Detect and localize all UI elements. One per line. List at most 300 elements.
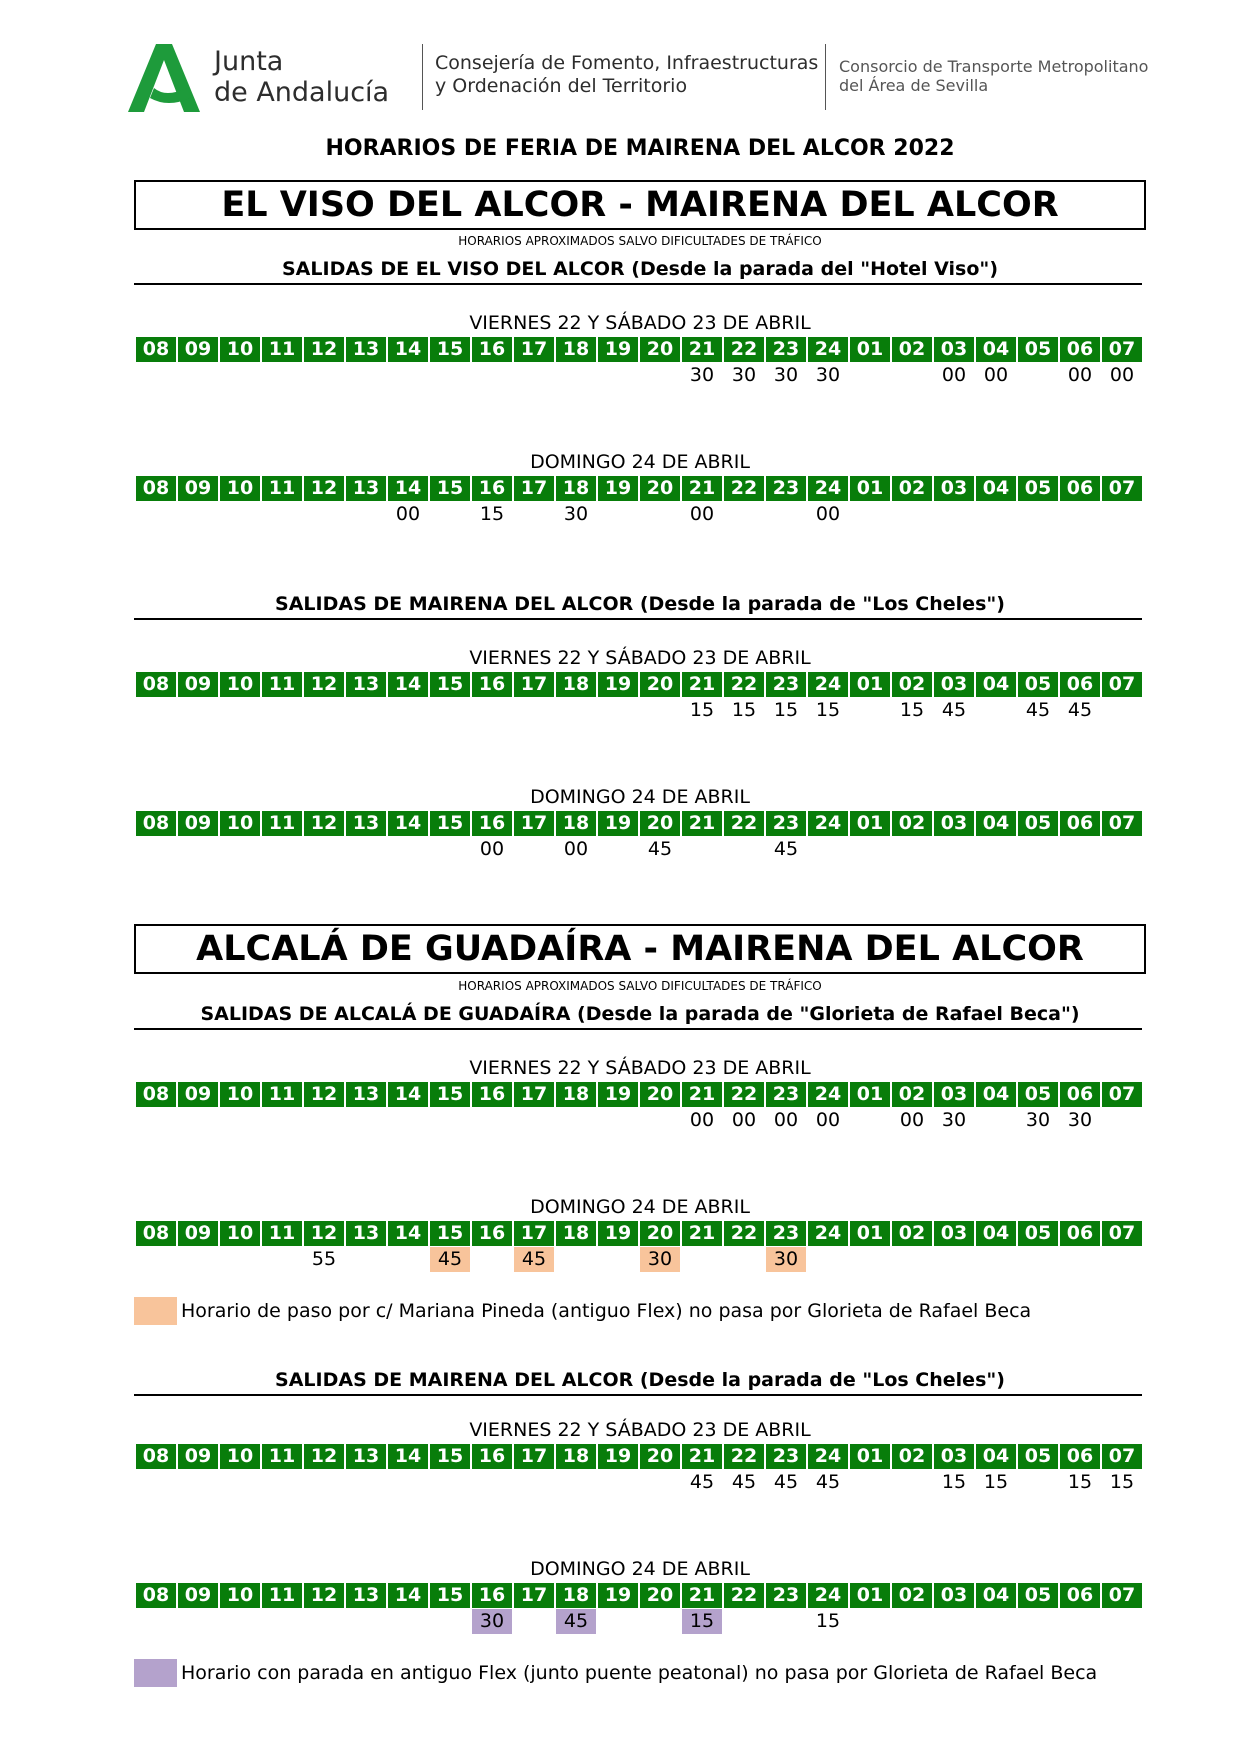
departure-minute [136,698,176,723]
hour-cell: 05 [1018,672,1058,697]
departure-minute: 45 [941,699,967,721]
hour-cell: 22 [724,1082,764,1107]
departure-minute [934,502,974,527]
departure-minute [346,837,386,862]
hour-cell: 01 [850,1082,890,1107]
day-label: DOMINGO 24 DE ABRIL [530,451,750,473]
departure-minute: 00 [815,503,841,525]
hour-cell: 10 [220,811,260,836]
hour-cell: 06 [1060,1444,1100,1469]
departure-minute [682,1247,722,1272]
hour-cell: 02 [892,811,932,836]
hour-cell: 18 [556,476,596,501]
hour-cell: 06 [1060,1583,1100,1608]
brand-line-1: Junta [214,46,284,77]
consorcio-name [839,57,1148,95]
departure-minute [556,698,596,723]
hour-cell: 23 [766,672,806,697]
departure-minute [640,1609,680,1634]
hour-cell: 07 [1102,476,1142,501]
departure-minute [514,1470,554,1495]
hour-cell: 23 [766,476,806,501]
departure-minute: 00 [395,503,421,525]
departure-minute [346,502,386,527]
departure-minute: 15 [1109,1471,1135,1493]
departure-minute [346,1609,386,1634]
day-label: DOMINGO 24 DE ABRIL [530,1196,750,1218]
hour-cell: 04 [976,1221,1016,1246]
departure-minute [304,1609,344,1634]
hour-cell: 11 [262,476,302,501]
departure-minute [1102,1247,1142,1272]
departure-minute: 30 [731,364,757,386]
hour-cell: 22 [724,1221,764,1246]
hour-cell: 03 [934,476,974,501]
departure-minute [724,837,764,862]
departure-minute [934,837,974,862]
hour-cell: 09 [178,1583,218,1608]
departure-minute [850,1108,890,1133]
hour-cell: 02 [892,337,932,362]
departure-minute [1018,502,1058,527]
hour-cell: 17 [514,476,554,501]
departure-minute: 45 [430,1247,470,1272]
hour-cell: 11 [262,1221,302,1246]
departure-minute [220,502,260,527]
hour-cell: 07 [1102,1583,1142,1608]
hour-cell: 16 [472,672,512,697]
departure-minute [850,1470,890,1495]
departure-minute [892,502,932,527]
departure-minute: 45 [647,838,673,860]
hour-cell: 05 [1018,476,1058,501]
departure-minute: 30 [766,1247,806,1272]
hour-cell: 07 [1102,1221,1142,1246]
departure-minute [1102,837,1142,862]
hour-cell: 16 [472,1444,512,1469]
hour-cell: 24 [808,1583,848,1608]
departure-minute [178,1609,218,1634]
hour-cell: 02 [892,1583,932,1608]
hour-cell: 01 [850,1444,890,1469]
hour-cell: 15 [430,1444,470,1469]
hour-cell: 19 [598,1221,638,1246]
departure-minute [346,698,386,723]
hour-cell: 05 [1018,811,1058,836]
hour-cell: 17 [514,1082,554,1107]
hour-cell: 03 [934,672,974,697]
departure-minute [598,1247,638,1272]
departure-minute [892,1247,932,1272]
hour-cell: 01 [850,672,890,697]
hour-cell: 24 [808,672,848,697]
hour-cell: 11 [262,811,302,836]
hour-cell: 10 [220,337,260,362]
hour-cell: 20 [640,1583,680,1608]
departure-minute: 00 [941,364,967,386]
departure-minute [934,1609,974,1634]
hour-cell: 08 [136,337,176,362]
departure-minute [640,1108,680,1133]
hour-cell: 03 [934,1583,974,1608]
departures-heading: SALIDAS DE MAIRENA DEL ALCOR (Desde la parada de "Los Cheles") [275,1369,1005,1391]
departure-minute [388,1609,428,1634]
hour-cell: 11 [262,1583,302,1608]
departure-minute [514,363,554,388]
hour-cell: 20 [640,337,680,362]
hour-cell: 20 [640,672,680,697]
day-label: DOMINGO 24 DE ABRIL [530,786,750,808]
departure-minute [178,698,218,723]
departure-minute [934,1247,974,1272]
hour-cell: 14 [388,1221,428,1246]
hour-cell: 05 [1018,337,1058,362]
hour-cell: 05 [1018,1444,1058,1469]
hour-cell: 23 [766,1221,806,1246]
hour-cell: 24 [808,476,848,501]
hour-cell: 07 [1102,1444,1142,1469]
departure-minute [976,1247,1016,1272]
hour-cell: 08 [136,476,176,501]
hour-cell: 18 [556,1082,596,1107]
hour-cell: 02 [892,1082,932,1107]
hour-cell: 21 [682,811,722,836]
departure-times-row [136,837,1142,862]
departure-minute: 15 [479,503,505,525]
day-label: VIERNES 22 Y SÁBADO 23 DE ABRIL [469,647,811,669]
hour-cell: 15 [430,1583,470,1608]
hour-cell: 13 [346,1444,386,1469]
hour-cell: 04 [976,476,1016,501]
hour-cell: 04 [976,1583,1016,1608]
departure-minute [892,1470,932,1495]
legend-text: Horario con parada en antiguo Flex (junto puente peatonal) no pasa por Glorieta de Rafael Beca [181,1662,1098,1684]
departure-minute [304,837,344,862]
traffic-note: HORARIOS APROXIMADOS SALVO DIFICULTADES DE TRÁFICO [458,234,822,248]
departure-minute [598,1470,638,1495]
hour-cell: 13 [346,1583,386,1608]
hour-cell: 20 [640,476,680,501]
header-divider [422,44,423,110]
departure-minute [262,837,302,862]
hour-cell: 08 [136,1221,176,1246]
hour-cell: 18 [556,1221,596,1246]
departure-minute [136,837,176,862]
legend-swatch [134,1659,177,1687]
departure-minute: 45 [1067,699,1093,721]
departure-minute [388,1247,428,1272]
hour-cell: 23 [766,1583,806,1608]
departure-minute [262,1108,302,1133]
hour-cell: 14 [388,1583,428,1608]
departure-minute [682,837,722,862]
section-divider [134,618,1142,620]
departure-minute [346,1470,386,1495]
hour-cell: 08 [136,672,176,697]
departure-minute [892,363,932,388]
hour-cell: 12 [304,1583,344,1608]
departure-minute [640,1470,680,1495]
hour-cell: 15 [430,811,470,836]
departure-minute [850,502,890,527]
departure-minute [136,502,176,527]
departure-minute [262,698,302,723]
hour-cell: 20 [640,811,680,836]
departure-minute: 15 [682,1609,722,1634]
hour-cell: 14 [388,1082,428,1107]
day-label: DOMINGO 24 DE ABRIL [530,1558,750,1580]
hour-cell: 10 [220,1444,260,1469]
departure-minute [892,837,932,862]
hour-cell: 19 [598,337,638,362]
hour-cell: 02 [892,1221,932,1246]
departure-minute [388,363,428,388]
hour-cell: 03 [934,337,974,362]
departure-minute: 30 [773,364,799,386]
hour-cell: 24 [808,1221,848,1246]
page-title: HORARIOS DE FERIA DE MAIRENA DEL ALCOR 2022 [325,136,955,161]
hour-cell: 04 [976,337,1016,362]
hour-cell: 24 [808,811,848,836]
hour-cell: 23 [766,811,806,836]
hour-cell: 12 [304,476,344,501]
departure-minute [262,1470,302,1495]
departure-minute [178,1108,218,1133]
departure-minute [766,1609,806,1634]
route-title: EL VISO DEL ALCOR - MAIRENA DEL ALCOR [134,180,1146,230]
consejeria-line-1: Consejería de Fomento, Infraestructuras [435,52,819,74]
departure-minute [388,837,428,862]
hour-cell: 20 [640,1082,680,1107]
departure-minute: 45 [556,1609,596,1634]
departure-minute [1018,1609,1058,1634]
departure-minute: 15 [815,699,841,721]
departure-minute [514,1108,554,1133]
hour-cell: 01 [850,811,890,836]
departure-minute [220,1470,260,1495]
hour-cell: 09 [178,476,218,501]
hour-header-row [136,337,1142,362]
hour-cell: 04 [976,1082,1016,1107]
departure-minute [640,502,680,527]
hour-header-row [136,1221,1142,1246]
hour-cell: 01 [850,476,890,501]
departure-minute [178,1470,218,1495]
hour-cell: 17 [514,1221,554,1246]
departure-minute: 00 [899,1109,925,1131]
hour-cell: 21 [682,672,722,697]
departure-minute [1060,1247,1100,1272]
hour-cell: 18 [556,811,596,836]
departure-minute: 00 [983,364,1009,386]
hour-cell: 06 [1060,1221,1100,1246]
hour-cell: 05 [1018,1583,1058,1608]
hour-cell: 06 [1060,337,1100,362]
departure-minute: 00 [731,1109,757,1131]
departure-minute [556,1470,596,1495]
departure-minute: 00 [689,503,715,525]
departure-minute: 15 [731,699,757,721]
hour-cell: 16 [472,476,512,501]
hour-cell: 14 [388,337,428,362]
hour-header-row [136,672,1142,697]
departure-minute: 30 [1025,1109,1051,1131]
departure-minute [640,363,680,388]
hour-cell: 16 [472,337,512,362]
hour-cell: 22 [724,1583,764,1608]
day-label: VIERNES 22 Y SÁBADO 23 DE ABRIL [469,1057,811,1079]
hour-cell: 22 [724,476,764,501]
legend-swatch [134,1297,177,1325]
hour-cell: 05 [1018,1082,1058,1107]
departure-minute [976,698,1016,723]
departure-minute: 45 [514,1247,554,1272]
departure-minute: 00 [773,1109,799,1131]
departure-minute [892,1609,932,1634]
departure-minute: 45 [731,1471,757,1493]
hour-header-row [136,476,1142,501]
hour-cell: 19 [598,1444,638,1469]
hour-cell: 16 [472,1221,512,1246]
hour-cell: 23 [766,1444,806,1469]
brand-line-2: de Andalucía [214,77,390,108]
departure-minute [850,363,890,388]
departure-minute [514,698,554,723]
departure-minute [430,1609,470,1634]
hour-cell: 17 [514,1583,554,1608]
departure-minute [178,363,218,388]
hour-cell: 07 [1102,811,1142,836]
departure-minute [766,502,806,527]
departure-minute: 55 [311,1248,337,1270]
departure-minute [304,1470,344,1495]
departure-minute [976,1108,1016,1133]
departure-minute: 15 [689,699,715,721]
hour-cell: 07 [1102,672,1142,697]
departure-times-row [136,1247,1142,1272]
departure-minute [220,698,260,723]
departure-minute: 00 [689,1109,715,1131]
hour-cell: 13 [346,1082,386,1107]
hour-cell: 11 [262,337,302,362]
hour-cell: 22 [724,672,764,697]
hour-cell: 10 [220,476,260,501]
hour-cell: 22 [724,811,764,836]
departure-minute [850,698,890,723]
departure-minute [388,1470,428,1495]
header-divider [825,44,826,110]
hour-cell: 02 [892,476,932,501]
hour-cell: 08 [136,1444,176,1469]
hour-cell: 12 [304,1082,344,1107]
departure-minute [136,1609,176,1634]
departure-minute [1018,837,1058,862]
departure-minute: 45 [773,1471,799,1493]
brand-name [214,46,389,108]
hour-cell: 09 [178,337,218,362]
hour-cell: 14 [388,672,428,697]
departure-minute [850,1609,890,1634]
hour-cell: 21 [682,1221,722,1246]
departure-minute: 45 [815,1471,841,1493]
departure-minute: 30 [941,1109,967,1131]
departure-times-row [136,1470,1142,1495]
departure-minute [262,363,302,388]
departure-minute [1060,837,1100,862]
legend-text: Horario de paso por c/ Mariana Pineda (antiguo Flex) no pasa por Glorieta de Rafael Beca [181,1300,1032,1322]
departure-minute: 15 [773,699,799,721]
consorcio-line-2: del Área de Sevilla [839,76,989,95]
hour-cell: 15 [430,476,470,501]
departure-minute [346,1247,386,1272]
departure-minute [304,698,344,723]
departure-minute [850,837,890,862]
hour-cell: 15 [430,672,470,697]
hour-cell: 07 [1102,1082,1142,1107]
hour-cell: 17 [514,672,554,697]
departure-minute [388,698,428,723]
departure-minute [1102,1108,1142,1133]
departure-minute [514,837,554,862]
hour-cell: 03 [934,811,974,836]
hour-cell: 10 [220,672,260,697]
consorcio-line-1: Consorcio de Transporte Metropolitano [839,57,1149,76]
hour-cell: 14 [388,476,428,501]
hour-header-row [136,1583,1142,1608]
departure-minute [598,837,638,862]
hour-cell: 17 [514,337,554,362]
hour-cell: 07 [1102,337,1142,362]
hour-cell: 05 [1018,1221,1058,1246]
departure-minute: 00 [1109,364,1135,386]
departure-minute [346,1108,386,1133]
departure-times-row [136,698,1142,723]
hour-cell: 01 [850,1221,890,1246]
hour-cell: 13 [346,337,386,362]
hour-cell: 19 [598,811,638,836]
departure-minute [1102,502,1142,527]
departure-minute: 30 [563,503,589,525]
departure-minute [472,698,512,723]
hour-cell: 19 [598,672,638,697]
departure-minute: 30 [1067,1109,1093,1131]
section-divider [134,1394,1142,1396]
departure-minute [220,837,260,862]
hour-cell: 17 [514,811,554,836]
departure-minute: 30 [689,364,715,386]
departure-minute [640,698,680,723]
hour-cell: 11 [262,1082,302,1107]
departure-minute: 30 [640,1247,680,1272]
departure-minute [388,1108,428,1133]
departure-minute [598,1108,638,1133]
hour-cell: 06 [1060,1082,1100,1107]
departure-minute: 00 [1067,364,1093,386]
departure-minute [724,502,764,527]
hour-cell: 22 [724,337,764,362]
hour-cell: 01 [850,1583,890,1608]
hour-cell: 09 [178,811,218,836]
departure-minute: 30 [815,364,841,386]
hour-cell: 02 [892,672,932,697]
hour-cell: 06 [1060,672,1100,697]
hour-cell: 24 [808,1082,848,1107]
departure-minute: 15 [983,1471,1009,1493]
departure-minute: 00 [563,838,589,860]
hour-cell: 12 [304,1444,344,1469]
departure-minute [976,1609,1016,1634]
departure-minute [262,1609,302,1634]
